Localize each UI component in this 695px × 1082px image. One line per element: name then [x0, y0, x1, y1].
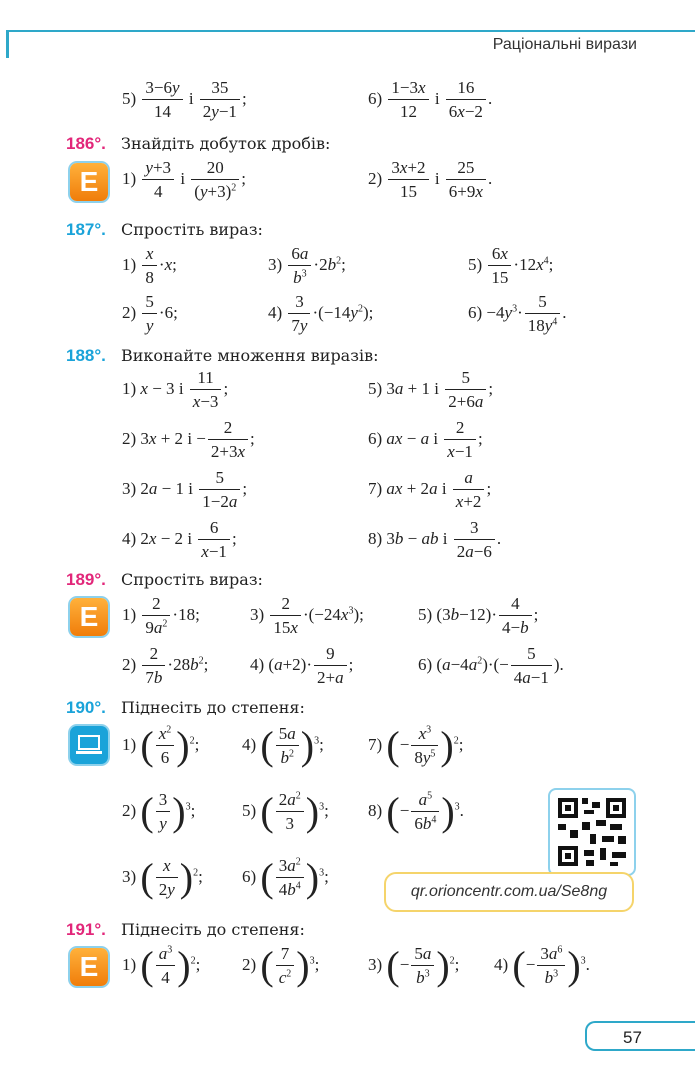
- expr-188-5: 5) 3a + 1 і $\frac{5}{2+6a}$ ;: [368, 368, 494, 411]
- expr-187-2: 2) $\frac{5}{y}$ ·6;: [122, 292, 178, 335]
- expr-188-8: 8) 3b − ab і $\frac{3}{2a-6}$ .: [368, 518, 502, 561]
- task-187-number: 187°.: [66, 220, 106, 239]
- expr-191-4: 4) (− $\frac{3a^6}{b^3}$ )$^3$.: [494, 943, 590, 988]
- expr-188-7: 7) ax + 2a і $\frac{a}{x+2}$ ;: [368, 468, 492, 511]
- task-190-text: Піднесіть до степеня:: [121, 698, 305, 717]
- expr-6-top: 6) $\frac{1-3x}{12}$ і $\frac{16}{6x-2}$ .: [368, 78, 493, 121]
- task-186-number: 186°.: [66, 134, 106, 153]
- task-188-text: Виконайте множення виразів:: [121, 346, 379, 365]
- task-189-text: Спростіть вираз:: [121, 570, 263, 589]
- expr-189-3: 3) $\frac{2}{15x}$ $\cdot(-24x^3)$;: [250, 594, 364, 637]
- expr-189-2: 2) $\frac{2}{7b}$ $\cdot 28b^2$;: [122, 644, 209, 687]
- expr-187-6: $6) -4y^3\cdot$ $\frac{5}{18y^4}$ .: [468, 292, 567, 335]
- task-189-number: 189°.: [66, 570, 106, 589]
- task-187-text: Спростіть вираз:: [121, 220, 263, 239]
- expr-191-3: 3) (− $\frac{5a}{b^3}$ )$^2$;: [368, 943, 460, 988]
- expr-188-1: 1) x − 3 і $\frac{11}{x-3}$ ;: [122, 368, 229, 411]
- expr-187-3: 3) $\frac{6a}{b^3}$ $\cdot 2b^2$;: [268, 244, 346, 287]
- expr-188-2: 2) 3x + 2 і − $\frac{2}{2+3x}$ ;: [122, 418, 255, 461]
- expr-188-6: 6) ax − a і $\frac{2}{x-1}$ ;: [368, 418, 483, 461]
- qr-code[interactable]: [548, 788, 636, 876]
- header-title: Раціональні вирази: [492, 36, 637, 53]
- task-186-text: Знайдіть добуток дробів:: [121, 134, 331, 153]
- expr-191-2: 2) ( $\frac{7}{c^2}$ )$^3$;: [242, 943, 320, 988]
- task-191-number: 191°.: [66, 920, 106, 939]
- expr-188-4: 4) 2x − 2 і $\frac{6}{x-1}$ ;: [122, 518, 237, 561]
- e-badge-icon: E: [70, 598, 108, 636]
- e-badge-icon: E: [70, 948, 108, 986]
- expr-190-3: 3) ( $\frac{x}{2y}$ )$^2$;: [122, 855, 203, 900]
- expr-187-5: 5) $\frac{6x}{15}$ $\cdot 12x^4$;: [468, 244, 554, 287]
- expr-188-3: 3) 2a − 1 і $\frac{5}{1-2a}$ ;: [122, 468, 248, 511]
- expr-189-1: 1) $\frac{2}{9a^2}$ ·18;: [122, 594, 200, 637]
- expr-190-7: 7) (− $\frac{x^3}{8y^5}$ )$^2$;: [368, 723, 464, 768]
- page-number: 57: [585, 1021, 695, 1051]
- expr-191-1: 1) ( $\frac{a^3}{4}$ )$^2$;: [122, 943, 201, 988]
- expr-190-4: 4) ( $\frac{5a}{b^2}$ )$^3$;: [242, 723, 324, 768]
- expr-186-1: 1) $\frac{y+3}{4}$ і $\frac{20}{(y+3)^2}$ ;: [122, 158, 246, 201]
- expr-186-2: 2) $\frac{3x+2}{15}$ і $\frac{25}{6+9x}$ .: [368, 158, 493, 201]
- expr-190-6: 6) ( $\frac{3a^2}{4b^4}$ )$^3$;: [242, 855, 329, 900]
- page-header: [0, 30, 695, 58]
- e-badge-icon: E: [70, 163, 108, 201]
- expr-189-5: 5) (3b−12)· $\frac{4}{4-b}$ ;: [418, 594, 539, 637]
- expr-190-8: 8) (− $\frac{a^5}{6b^4}$ )$^3$.: [368, 789, 464, 834]
- expr-5-top: 5) $\frac{3-6y}{14}$ і $\frac{35}{2y-1}$ ;: [122, 78, 247, 121]
- task-191-text: Піднесіть до степеня:: [121, 920, 305, 939]
- expr-189-6: 6) $(a-4a^2)\cdot(-$ $\frac{5}{4a-1}$ ).: [418, 644, 564, 687]
- qr-link[interactable]: qr.orioncentr.com.ua/Se8ng: [384, 872, 634, 912]
- expr-190-1: 1) ( $\frac{x^2}{6}$ )$^2$;: [122, 723, 200, 768]
- expr-187-1: 1) $\frac{x}{8}$ ·x;: [122, 244, 177, 287]
- computer-icon: [70, 726, 108, 764]
- expr-189-4: 4) (a+2)· $\frac{9}{2+a}$ ;: [250, 644, 354, 687]
- expr-187-4: 4) $\frac{3}{7y}$ $\cdot(-14y^2)$;: [268, 292, 374, 335]
- task-188-number: 188°.: [66, 346, 106, 365]
- expr-190-2: 2) ( $\frac{3}{y}$ )$^3$;: [122, 789, 196, 834]
- task-190-number: 190°.: [66, 698, 106, 717]
- expr-190-5: 5) ( $\frac{2a^2}{3}$ )$^3$;: [242, 789, 329, 834]
